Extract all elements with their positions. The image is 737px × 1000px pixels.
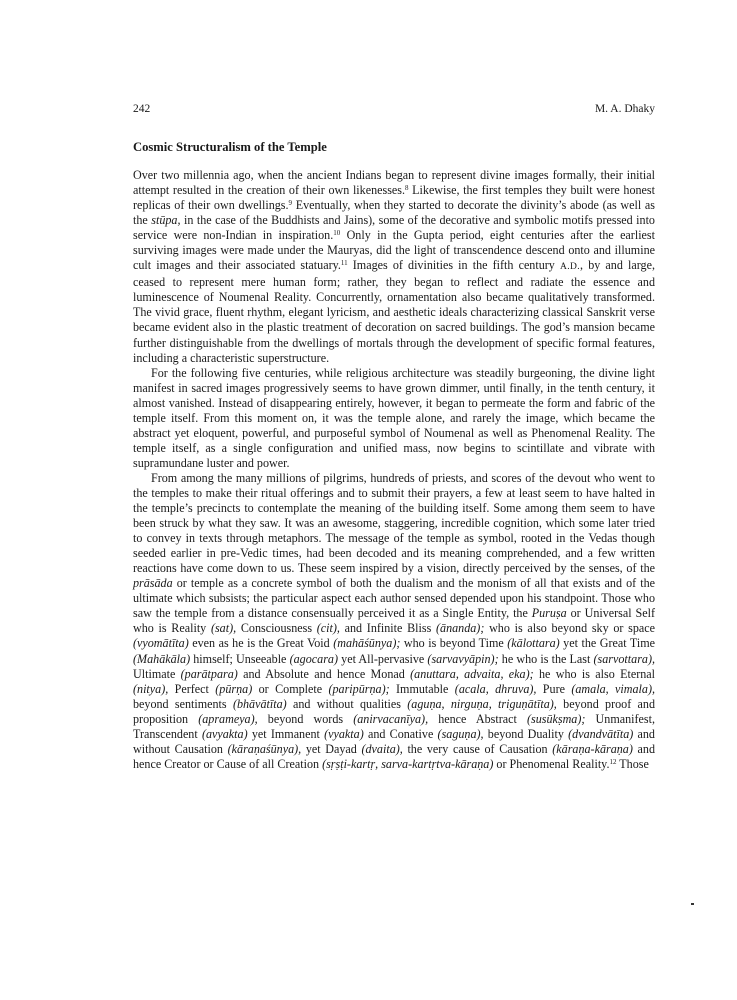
text-run: Images of divinities in the fifth century [347,258,560,273]
italic-term: (ānanda); [436,621,485,636]
italic-term: (kāraṇaśūnya), [227,741,302,756]
text-run: and hence Creator or Cause of all Creation [133,741,655,771]
text-run: himself; Unseeable [190,651,290,666]
text-run: yet All-pervasive [337,651,428,666]
italic-term: (sṛṣṭi-kartṛ, sarva-kartṛtva-kāraṇa) [322,756,494,771]
text-run: beyond Duality [483,726,569,741]
text-run: Perfect [168,681,216,696]
page-number: 242 [133,103,151,115]
italic-term: (parātpara) [180,666,238,681]
text-run: even as he is the Great Void [188,636,334,651]
text-run: beyond proof and proposition [133,696,655,726]
italic-term: (amala, vimala), [571,681,655,696]
italic-term: prāsāda [133,576,173,591]
footnote-ref: 9 [288,199,293,208]
text-run: Ultimate [133,666,181,681]
text-run: , by and large, ceased to represent mere human form; rather, they began to reflect and radiate the essence and luminescence of Noumenal Reality. Concurrently, ornamentation also became qualitatively transformed. The vivid grace, fluent rhythm, elegant lyricism, and aesthetic ideals characterizing classical Sanskrit verse became evident also in the plastic treatment of decoration on sacred buildings. The god’s mansion became further distinguishable from the dwellings of mortals through the development of specific formal features, including a characteristic superstructure. [133,258,655,365]
footnote-ref: 12 [609,757,617,766]
footnote-ref: 8 [405,184,409,193]
text-run: Unmanifest, Transcendent [133,711,655,741]
section-heading: Cosmic Structuralism of the Temple [133,140,327,154]
footnote-ref: 10 [333,229,341,238]
paragraph-3 [133,471,655,772]
italic-term: (susūkṣma); [526,711,586,726]
italic-term: (anirvacanīya), [353,711,429,726]
italic-term: (dvandvātīta) [568,726,634,741]
text-run: and without qualities [286,696,408,711]
italic-term: (vyomātīta) [133,636,189,651]
text-run: and Absolute and hence Monad [237,666,411,681]
text-run: beyond sentiments [133,696,233,711]
italic-term: stūpa, [151,213,181,228]
footnote-ref: 11 [340,259,348,268]
italic-term: (kāraṇa-kāraṇa) [552,741,633,756]
text-run: or Universal Self who is Reality [133,606,655,636]
italic-term: (aguṇa, nirguṇa, triguṇātīta), [407,696,557,711]
text-run: hence Abstract [428,711,527,726]
paragraph-1 [133,168,655,366]
text-run: Likewise, the first temples they built were honest replicas of their own dwellings. [133,183,655,213]
italic-term: (nitya), [133,681,169,696]
italic-term: (sat), [210,621,237,636]
text-run: yet the Great Time [559,636,655,651]
italic-term: Puruṣa [531,606,567,621]
text-run: who is also beyond sky or space [484,621,655,636]
italic-term: (cit), [316,621,340,636]
italic-term: (anuttara, advaita, eka); [410,666,534,681]
italic-term: (vyakta) [324,726,364,741]
text-run: beyond words [257,711,354,726]
italic-term: (agocara) [289,651,338,666]
italic-term: (pūrṇa) [215,681,253,696]
italic-term: (sarvottara), [593,651,656,666]
running-header [133,103,655,115]
text-run: he who is the Last [498,651,594,666]
text-run: or Phenomenal Reality. [493,756,610,771]
text-run: Those [616,756,649,771]
text-run: Pure [536,681,572,696]
text-run: From among the many millions of pilgrims, hundreds of priests, and scores of the devout who went to the temples to make their ritual offerings and to submit their prayers, a few at least seem to have halted in the temple’s precincts to contemplate the meaning of the building itself. Some among them seem to have been struck by what they saw. It was an awesome, staggering, incredible cognition, which some later tried to convey in texts through metaphors. The message of the temple as symbol, rooted in the Vedas though seeded earlier in pre-Vedic times, had been decoded and its meaning comprehended, and a few written reactions have come down to us. These seem inspired by a vision, directly perceived by the senses, of the [133,470,655,576]
body-text [133,168,655,772]
italic-term: (kālottara) [507,636,560,651]
small-caps-text: A.D. [559,262,581,273]
text-run: Only in the Gupta period, eight centuries after the earliest surviving images were made under the Mauryas, did the light of transcendence descend onto and illumine cult images and their associated statuary. [133,228,655,273]
italic-term: (saguṇa), [437,726,484,741]
italic-term: (mahāśūnya); [333,636,401,651]
text-run: or temple as a concrete symbol of both the dualism and the monism of all that exists and of the ultimate which subsists; the particular aspect each author sensed depended upon his standpoint. Those who saw the temple from a distance consensually perceived it as a Single Entity, the [133,576,655,621]
text-run: who is beyond Time [400,636,508,651]
text-run: Eventually, when they started to decorate the divinity’s abode (as well as the [133,198,655,228]
text-run: and Infinite Bliss [339,621,436,636]
italic-term: (avyakta) [201,726,248,741]
italic-term: (dvaita), [361,741,403,756]
text-run: Over two millennia ago, when the ancient Indians began to represent divine images formally, their initial attempt resulted in the creation of their own likenesses. [133,168,655,198]
text-run: yet Dayad [301,741,362,756]
italic-term: (paripūrṇa); [328,681,390,696]
italic-term: (sarvavyāpin); [427,651,499,666]
scan-speck [691,903,694,905]
text-run: or Complete [252,681,329,696]
text-run: Consciousness [236,621,317,636]
running-author: M. A. Dhaky [594,103,655,115]
text-run: and without Causation [133,726,655,756]
italic-term: (acala, dhruva), [454,681,537,696]
text-run: he who is also Eternal [533,666,655,681]
text-run: yet Immanent [247,726,325,741]
text-run: Immutable [389,681,455,696]
text-run: in the case of the Buddhists and Jains), some of the decorative and symbolic motifs pressed into service were non-Indian in inspiration. [133,213,655,243]
italic-term: (bhāvātīta) [232,696,287,711]
text-run: For the following five centuries, while religious architecture was steadily burgeoning, the divine light manifest in sacred images progressively seems to have grown dimmer, until finally, in the tenth century, it almost vanished. Instead of disappearing entirely, however, it began to permeate the form and fabric of the temple itself. From this moment on, it was the temple alone, and rarely the image, which became the abstract yet eloquent, powerful, and purposeful symbol of Noumenal as well as Phenomenal Reality. The temple itself, as a single configuration and unified mass, now begins to scintillate and vibrate with supramundane luster and power. [133,365,655,470]
italic-term: (Mahākāla) [133,651,191,666]
paragraph-2 [133,366,655,471]
text-run: and Conative [363,726,438,741]
text-run: the very cause of Causation [402,741,553,756]
italic-term: (aprameya), [198,711,258,726]
